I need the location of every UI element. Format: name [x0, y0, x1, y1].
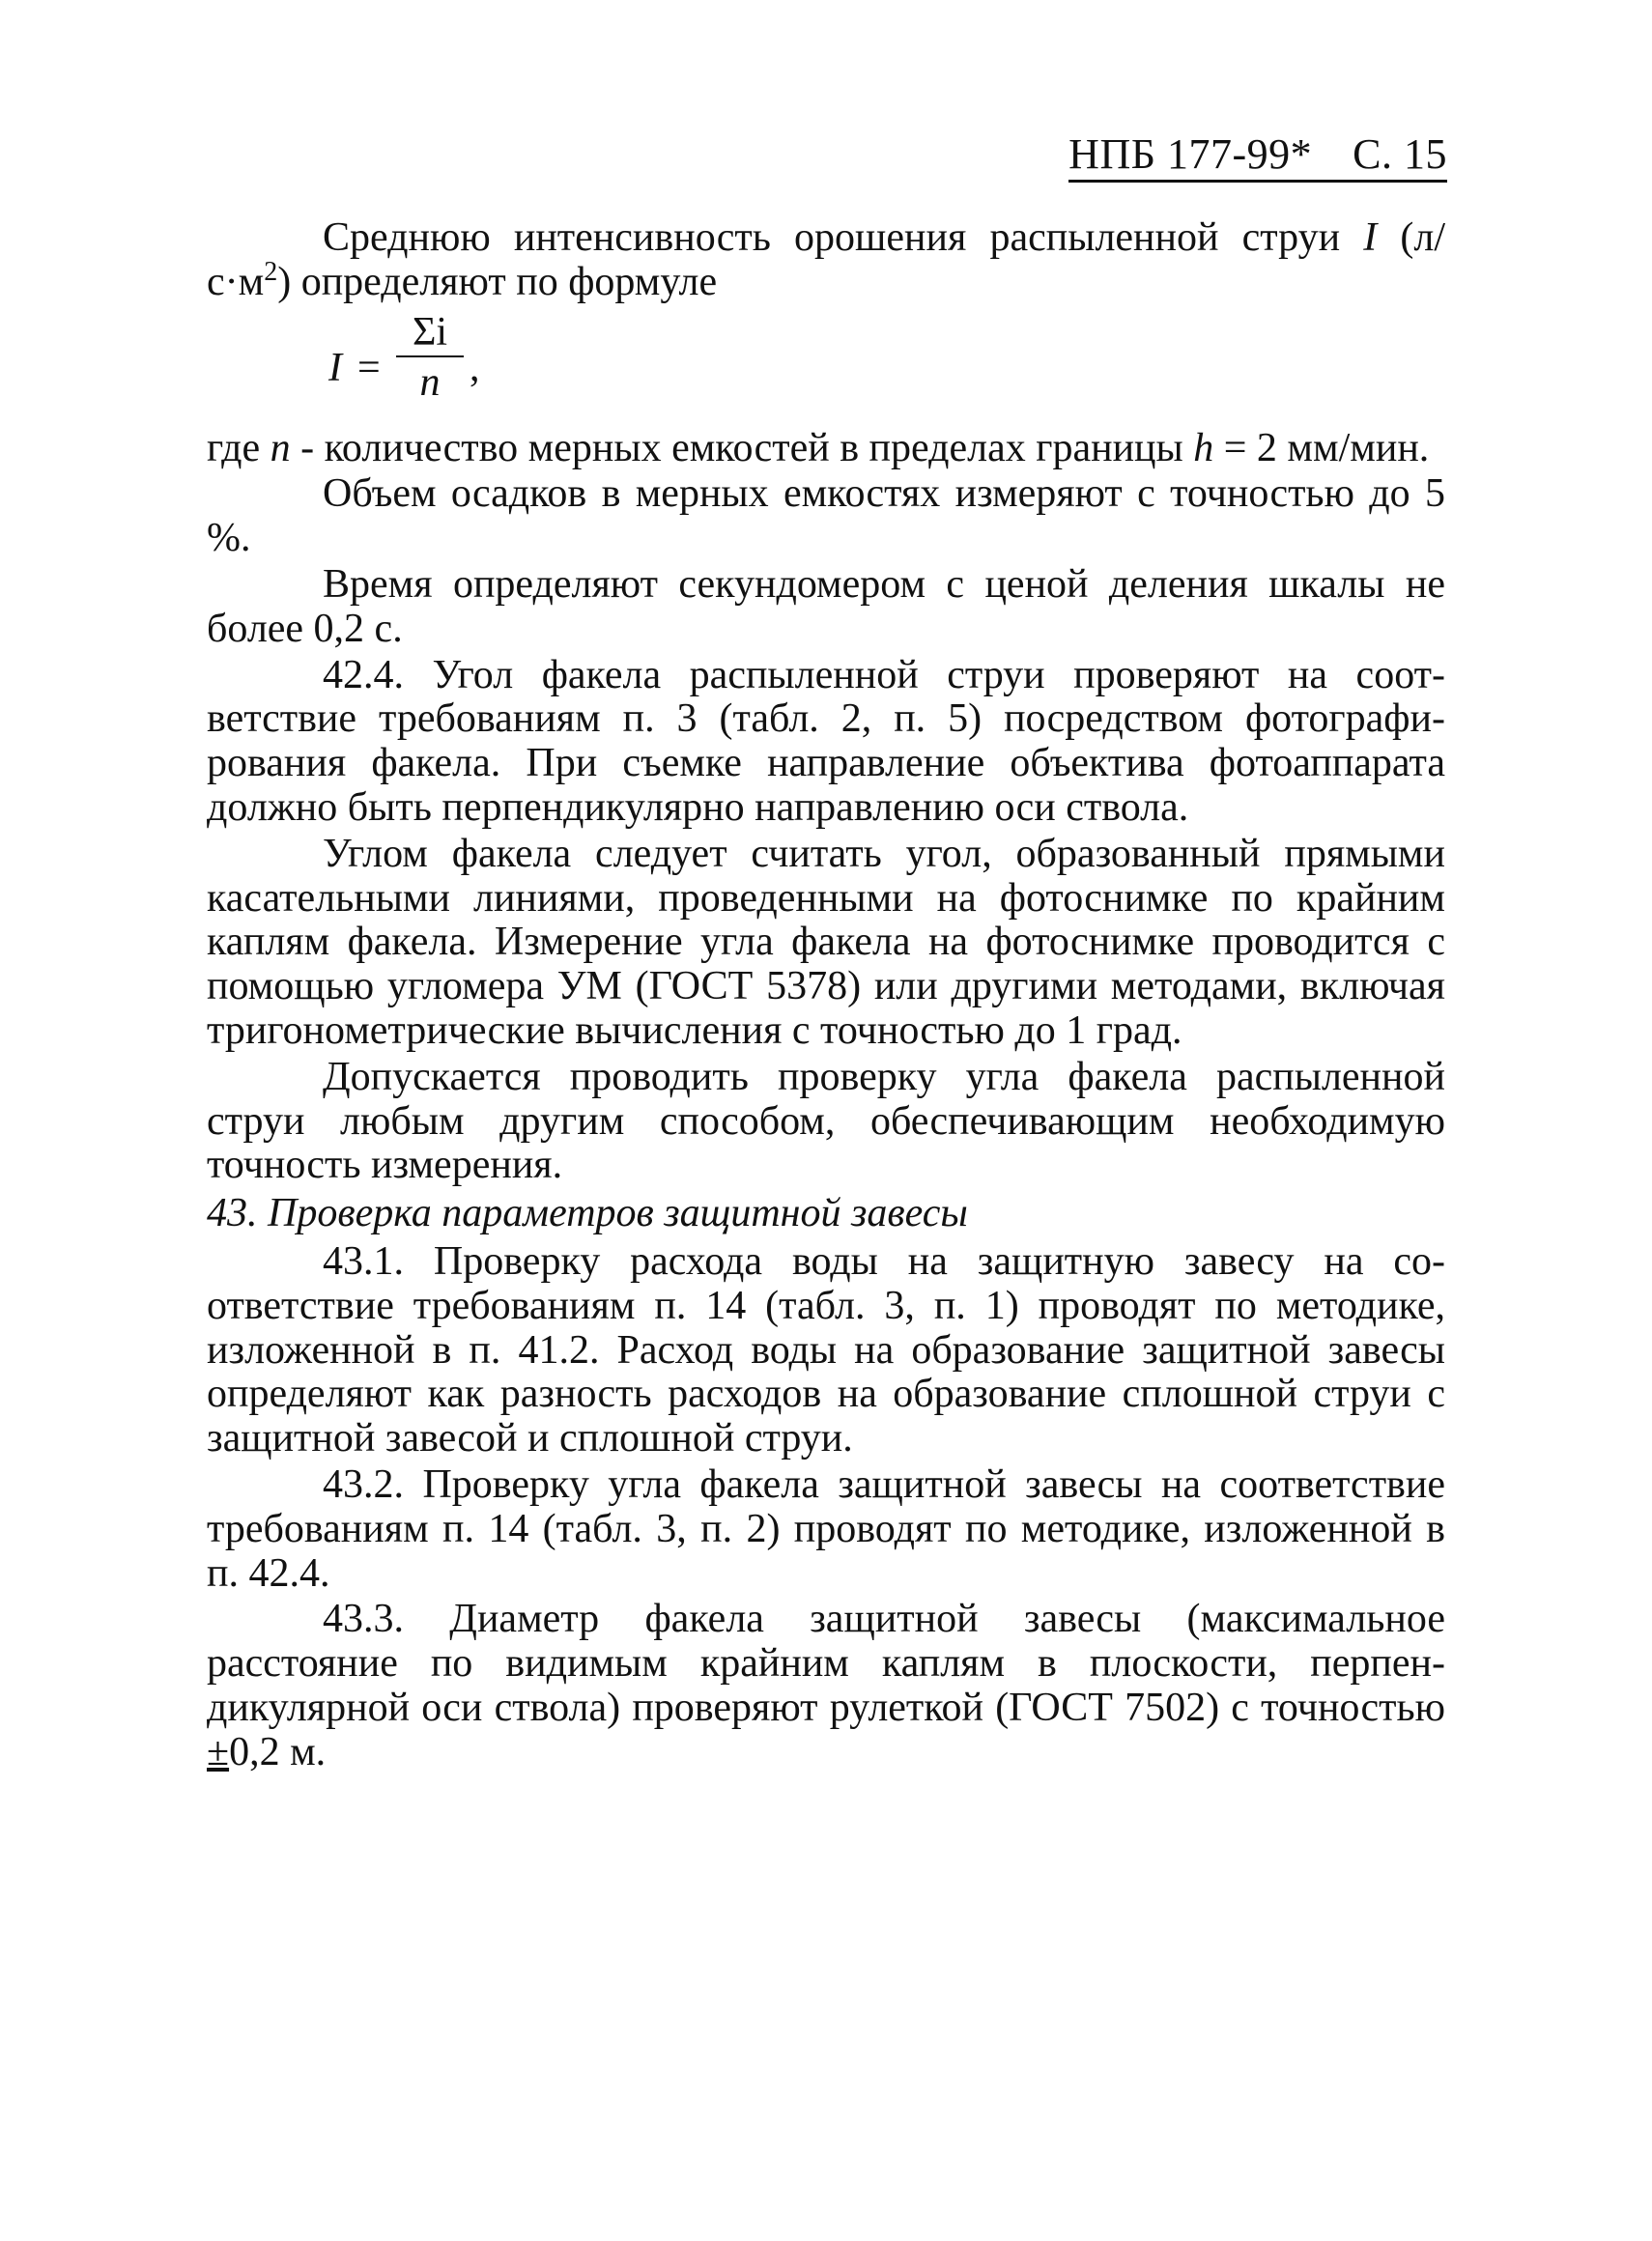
clause-43-3-end: 0,2 м.: [229, 1729, 327, 1774]
clause-42-4: 42.4. Угол факела распыленной струи проверяют на соответствие требованиям п. 3 (табл. 2, п. 5) посредством фотографирования факела. При съемке направление объектива фотоаппарата должно быть перпендикулярно направлению оси ствола.: [207, 652, 1445, 830]
plus-minus-sign: ±: [207, 1729, 230, 1774]
where-mid: - количество мерных емкостей в пределах границы: [290, 425, 1194, 470]
volume-paragraph: Объем осадков в мерных емкостях измеряют с точностью до 5 %.: [207, 471, 1445, 561]
formula-denominator: n: [419, 359, 441, 405]
page-number: С. 15: [1353, 130, 1447, 178]
formula-lhs: I: [328, 345, 342, 390]
clause-43-1: 43.1. Проверку расхода воды на защитную завесу на соответствие требованиям п. 14 (табл. 3, п. 1) проводят по методике, изложенной в п. 41.2. Расход воды на образование защитной завесы определяют как разность расходов на образование сплошной струи с защитной завесой и сплошной струи.: [207, 1238, 1445, 1461]
clause-43-3: [207, 1598, 1445, 1774]
doc-code: НПБ 177-99*: [1068, 130, 1313, 178]
document-body: [207, 216, 1445, 1777]
symbol-intensity: I: [1363, 215, 1378, 260]
intro-paragraph: [207, 216, 1445, 305]
unit-superscript: 2: [264, 256, 278, 287]
page-header: [1068, 130, 1447, 183]
where-start: где: [207, 425, 271, 470]
symbol-h: h: [1193, 425, 1214, 470]
symbol-n: n: [270, 425, 291, 470]
formula-comma: ,: [470, 345, 480, 390]
unit-close: ) определяют по формуле: [277, 259, 718, 304]
allowed-methods-paragraph: Допускается проводить проверку угла факела распыленной струи любым другим способом, обеспечивающим необходимую точность измерения.: [207, 1054, 1445, 1188]
formula-equals: =: [357, 345, 381, 390]
intensity-formula: [207, 311, 1445, 419]
formula-fraction: [396, 311, 464, 404]
unit-open: (л/с·м: [207, 215, 1445, 304]
intro-text: Среднюю интенсивность орошения распыленной струи: [323, 215, 1364, 260]
angle-definition-paragraph: Углом факела следует считать угол, образованный прямыми касательными линиями, проведенными на фотоснимке по крайним каплям факела. Измерение угла факела на фотоснимке проводится с помощью угломера УМ (ГОСТ 5378) или другими методами, включая тригонометрические вычисления с точностью до 1 град.: [207, 831, 1445, 1053]
clause-43-3-text: 43.3. Диаметр факела защитной завесы (максимальное расстояние по видимым крайним каплям в плоскости, перпендикулярной оси ствола) проверяют рулеткой (ГОСТ 7502) с точностью: [207, 1597, 1445, 1730]
where-paragraph: [207, 427, 1445, 471]
section-43-title: 43. Проверка параметров защитной завесы: [207, 1191, 968, 1236]
time-paragraph: Время определяют секундомером с ценой деления шкалы не более 0,2 с.: [207, 561, 1445, 651]
fraction-bar: [396, 355, 464, 357]
clause-43-2: 43.2. Проверку угла факела защитной завесы на соответствие требованиям п. 14 (табл. 3, п. 2) проводят по методике, изложенной в п. 42.4.: [207, 1461, 1445, 1596]
where-end: = 2 мм/мин.: [1213, 425, 1430, 470]
formula-numerator: Σi: [412, 309, 448, 355]
